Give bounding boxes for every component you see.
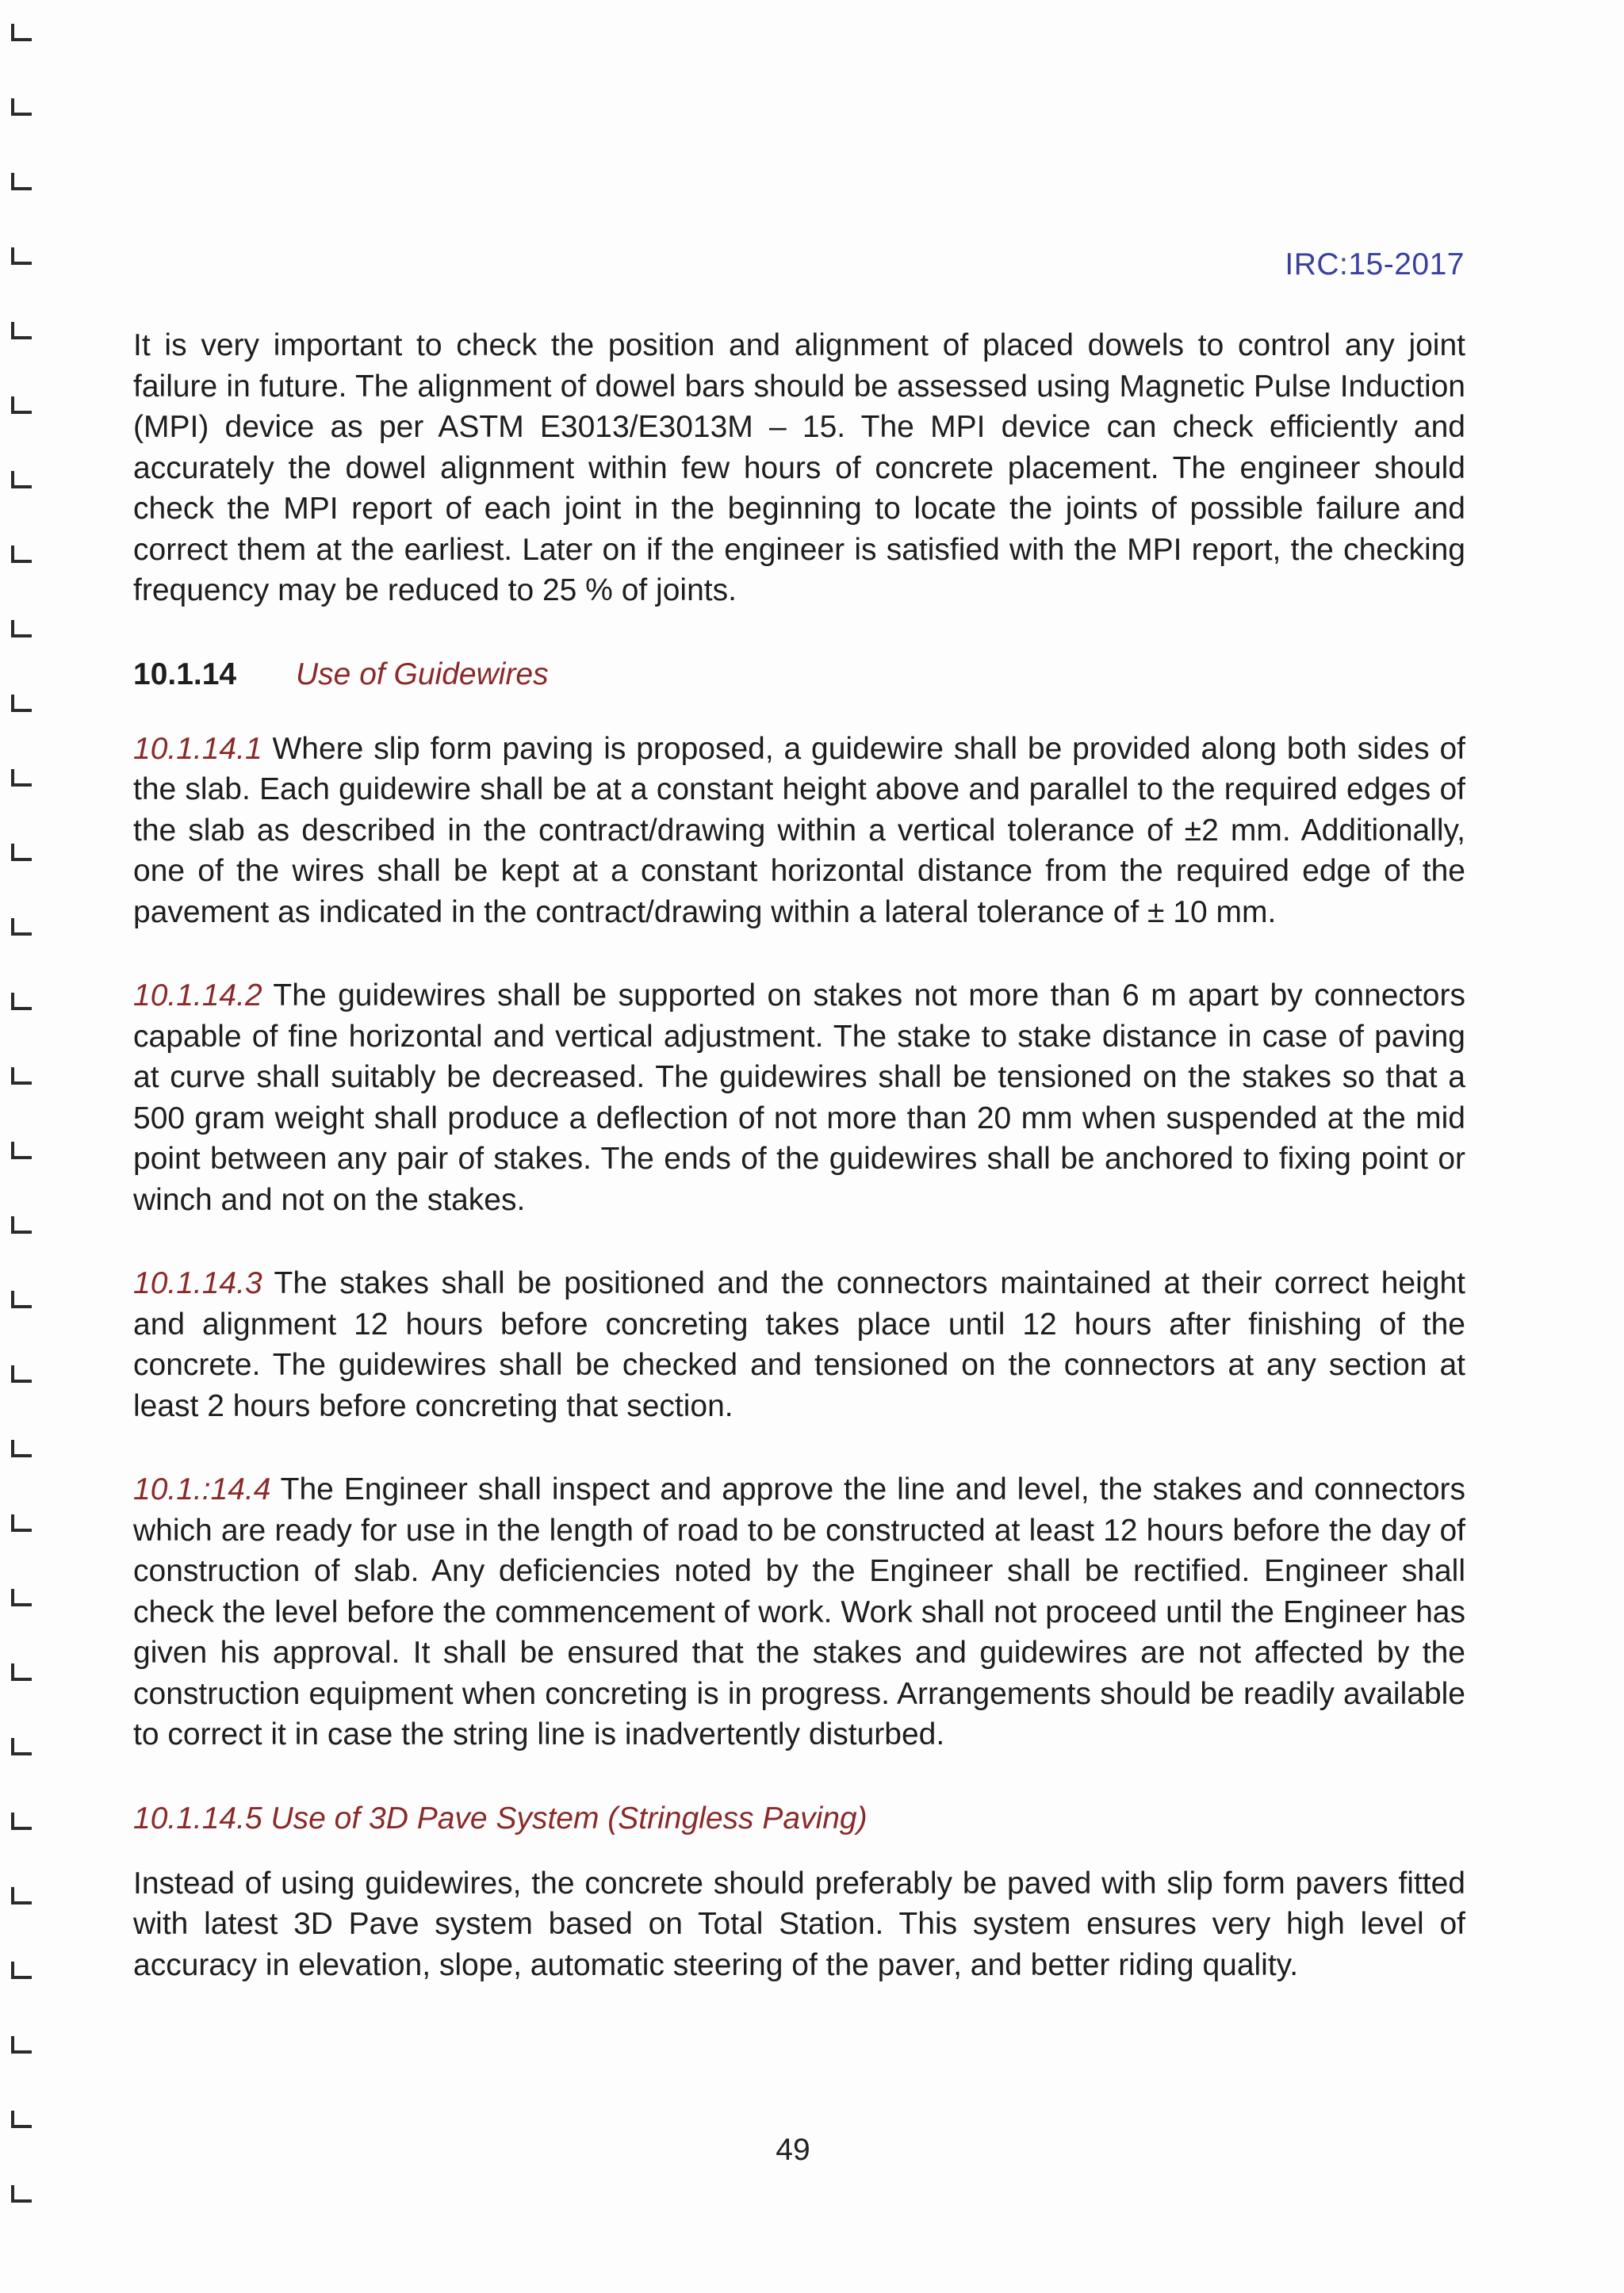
intro-paragraph: It is very important to check the position and alignment of placed dowels to control any joint failure in future. The alignment of dowel bars should be assessed using Magnetic Pulse Induction (MPI) device as per ASTM E3013/E3013M – 15. The MPI device can check efficiently and accurately the dowel alignment within few hours of concrete placement. The engineer should check the MPI report of each joint in the beginning to locate the joints of possible failure and correct them at the earliest. Later on if the engineer is satisfied with the MPI report, the checking frequency may be reduced to 25 % of joints.	[133, 328, 1465, 607]
spiral-binding	[0, 0, 63, 2293]
clause-text: The Engineer shall inspect and approve the line and level, the stakes and connectors which are ready for use in the length of road to be constructed at least 12 hours before the day of construction of slab. Any deficiencies noted by the Engineer shall be rectified. Engineer shall check the level before the commencement of work. Work shall not proceed until the Engineer has given his approval. It shall be ensured that the stakes and guidewires are not affected by the construction equipment when concreting is in progress. Arrangements should be readily available to correct it in case the string line is inadvertently disturbed.	[133, 1472, 1465, 1751]
clause-text: The guidewires shall be supported on stakes not more than 6 m apart by connectors capable of fine horizontal and vertical adjustment. The stake to stake distance in case of paving at curve shall suitably be decreased. The guidewires shall be tensioned on the stakes so that a 500 gram weight shall produce a deflection of not more than 20 mm when suspended at the mid point between any pair of stakes. The ends of the guidewires shall be anchored to fixing point or winch and not on the stakes.	[133, 978, 1465, 1217]
binding-mark	[11, 695, 32, 712]
clause-paragraph	[133, 975, 1465, 1220]
binding-mark	[11, 993, 32, 1010]
binding-mark	[11, 2036, 32, 2054]
binding-mark	[11, 24, 32, 41]
section-heading	[133, 654, 1465, 695]
binding-mark	[11, 247, 32, 265]
binding-mark	[11, 1589, 32, 1606]
binding-mark	[11, 1813, 32, 1830]
section-title: Use of Guidewires	[296, 657, 549, 691]
binding-mark	[11, 1738, 32, 1755]
binding-mark	[11, 1142, 32, 1159]
page-content	[133, 325, 1465, 2028]
binding-mark	[11, 1440, 32, 1457]
binding-mark	[11, 1962, 32, 1979]
clause-text: The stakes shall be positioned and the connectors maintained at their correct height and alignment 12 hours before concreting takes place until 12 hours after finishing of the concrete. The guidewires shall be checked and tensioned on the connectors at any section at least 2 hours before concreting that section.	[133, 1266, 1465, 1423]
document-code: IRC:15-2017	[1285, 247, 1465, 281]
binding-mark	[11, 1291, 32, 1308]
clause-number: 10.1.:14.4	[133, 1472, 271, 1506]
binding-mark	[11, 471, 32, 488]
binding-mark	[11, 1514, 32, 1532]
binding-mark	[11, 322, 32, 339]
binding-mark	[11, 844, 32, 861]
binding-mark	[11, 769, 32, 787]
binding-mark	[11, 1365, 32, 1383]
binding-mark	[11, 545, 32, 563]
binding-mark	[11, 620, 32, 637]
clause-paragraph	[133, 1469, 1465, 1755]
section-number: 10.1.14	[133, 657, 237, 691]
binding-mark	[11, 1067, 32, 1085]
binding-mark	[11, 98, 32, 116]
binding-mark	[11, 2185, 32, 2203]
clause-number: 10.1.14.3	[133, 1266, 262, 1300]
binding-mark	[11, 2111, 32, 2128]
clause-paragraph	[133, 729, 1465, 933]
binding-mark	[11, 1663, 32, 1681]
binding-mark	[11, 173, 32, 190]
clause-number: 10.1.14.1	[133, 731, 262, 766]
subsection-heading: 10.1.14.5 Use of 3D Pave System (Stringless Paving)	[133, 1801, 868, 1836]
clause-number: 10.1.14.2	[133, 978, 262, 1013]
clause-paragraph	[133, 1263, 1465, 1426]
page-number: 49	[776, 2133, 810, 2167]
subsection-paragraph: Instead of using guidewires, the concrete should preferably be paved with slip form pavers fitted with latest 3D Pave system based on Total Station. This system ensures very high level of accuracy in elevation, slope, automatic steering of the paver, and better riding quality.	[133, 1866, 1465, 1982]
binding-mark	[11, 1887, 32, 1904]
clause-text: Where slip form paving is proposed, a guidewire shall be provided along both sides of the slab. Each guidewire shall be at a constant height above and parallel to the required edges of the slab as described in the contract/drawing within a vertical tolerance of ±2 mm. Additionally, one of the wires shall be kept at a constant horizontal distance from the required edge of the pavement as indicated in the contract/drawing within a lateral tolerance of ± 10 mm.	[133, 731, 1465, 929]
binding-mark	[11, 396, 32, 414]
binding-mark	[11, 918, 32, 936]
binding-mark	[11, 1216, 32, 1234]
